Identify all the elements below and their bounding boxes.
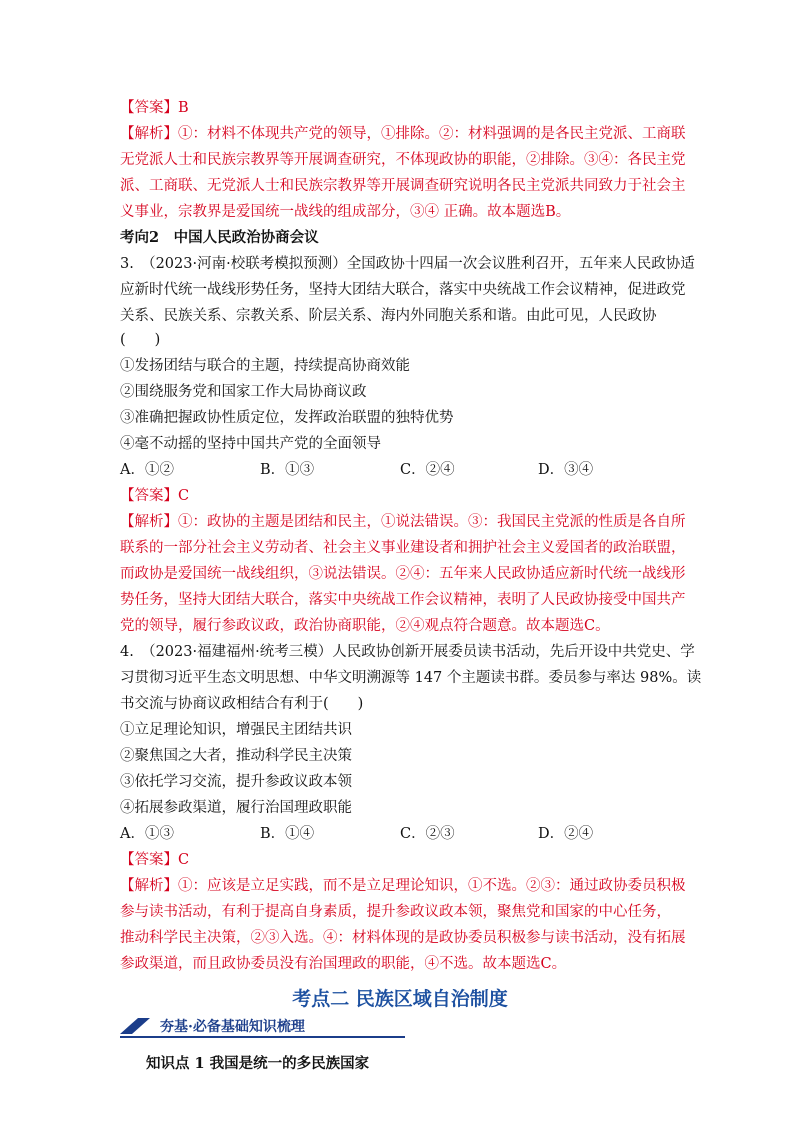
q4-analysis-line-3: 推动科学民主决策，②③入选。④：材料体现的是政协委员积极参与读书活动，没有拓展 (120, 930, 686, 946)
q4-stem-line-1: 4. （2023·福建福州·统考三模）人民政协创新开展委员读书活动，先后开设中共党史、学 (120, 644, 695, 660)
q3-item-3: ③准确把握政协性质定位，发挥政治联盟的独特优势 (120, 410, 454, 426)
q3-analysis-line-5: 党的领导，履行参政议政，政治协商职能，②④观点符合题意。故本题选C。 (120, 618, 610, 634)
q4-analysis-line-2: 参与读书活动，有利于提高自身素质，提升参政议政本领，聚焦党和国家的中心任务， (120, 904, 671, 920)
knowledge-point-1: 知识点 1 我国是统一的多民族国家 (146, 1055, 370, 1072)
q3-stem-line-3: 关系、民族关系、宗教关系、阶层关系、海内外同胞关系和谐。由此可见，人民政协 (120, 308, 657, 324)
q3-option-b: B．①③ (260, 462, 315, 478)
q3-item-2: ②围绕服务党和国家工作大局协商议政 (120, 384, 367, 400)
q4-stem-line-2: 习贯彻习近平生态文明思想、中华文明溯源等 147 个主题读书群。委员参与率达 98%。读 (120, 670, 702, 686)
q4-item-1: ①立足理论知识，增强民主团结共识 (120, 722, 352, 738)
q2-answer: 【答案】B (120, 100, 189, 116)
q3-option-a: A．①② (120, 462, 174, 478)
q3-stem-line-1: 3. （2023·河南·校联考模拟预测）全国政协十四届一次会议胜利召开，五年来人民政协适 (120, 256, 695, 272)
q4-option-b: B．①④ (260, 826, 315, 842)
q3-item-4: ④毫不动摇的坚持中国共产党的全面领导 (120, 436, 381, 452)
q3-analysis-line-4: 势任务，坚持大团结大联合，落实中央统战工作会议精神，表明了人民政协接受中国共产 (120, 592, 686, 608)
q4-option-a: A．①③ (120, 826, 174, 842)
q4-stem-line-3: 书交流与协商议政相结合有利于( ) (120, 696, 364, 712)
q4-analysis-line-1: 【解析】①：应该是立足实践，而不是立足理论知识，①不选。②③：通过政协委员积极 (120, 878, 686, 894)
q3-option-d: D．③④ (538, 462, 594, 478)
q3-analysis-line-3: 而政协是爱国统一战线组织，③说法错误。②④：五年来人民政协适应新时代统一战线形 (120, 566, 686, 582)
q4-answer: 【答案】C (120, 852, 190, 868)
section-title: 考点二 民族区域自治制度 (292, 988, 508, 1010)
q4-analysis-line-4: 参政渠道，而且政协委员没有治国理政的职能，④不选。故本题选C。 (120, 956, 567, 972)
q3-stem-blank: ( ) (120, 332, 161, 348)
q4-option-c: C．②③ (400, 826, 455, 842)
q3-analysis-line-2: 联系的一部分社会主义劳动者、社会主义事业建设者和拥护社会主义爱国者的政治联盟， (120, 540, 686, 556)
q2-analysis-line-3: 派、工商联、无党派人士和民族宗教界等开展调查研究说明各民主党派共同致力于社会主 (120, 178, 686, 194)
q3-option-c: C．②④ (400, 462, 455, 478)
q4-item-2: ②聚焦国之大者，推动科学民主决策 (120, 748, 352, 764)
q3-item-1: ①发扬团结与联合的主题，持续提高协商效能 (120, 358, 410, 374)
q2-analysis-line-2: 无党派人士和民族宗教界等开展调查研究，不体现政协的职能，②排除。③④：各民主党 (120, 152, 686, 168)
q2-analysis-line-1: 【解析】①：材料不体现共产党的领导，①排除。②：材料强调的是各民主党派、工商联 (120, 126, 686, 142)
q3-answer: 【答案】C (120, 488, 190, 504)
q3-stem-line-2: 应新时代统一战线形势任务，坚持大团结大联合，落实中央统战工作会议精神，促进政党 (120, 282, 686, 298)
q4-item-4: ④拓展参政渠道，履行治国理政职能 (120, 800, 352, 816)
q4-item-3: ③依托学习交流，提升参政议政本领 (120, 774, 352, 790)
section-banner (120, 1014, 400, 1038)
banner-text: 夯基·必备基础知识梳理 (160, 1019, 305, 1035)
q3-analysis-line-1: 【解析】①：政协的主题是团结和民主，①说法错误。③：我国民主党派的性质是各自所 (120, 514, 686, 530)
q2-analysis-line-4: 义事业，宗教界是爱国统一战线的组成部分，③④ 正确。故本题选B。 (120, 204, 571, 220)
topic-heading-2: 考向2 中国人民政治协商会议 (120, 229, 319, 246)
q4-option-d: D．②④ (538, 826, 594, 842)
